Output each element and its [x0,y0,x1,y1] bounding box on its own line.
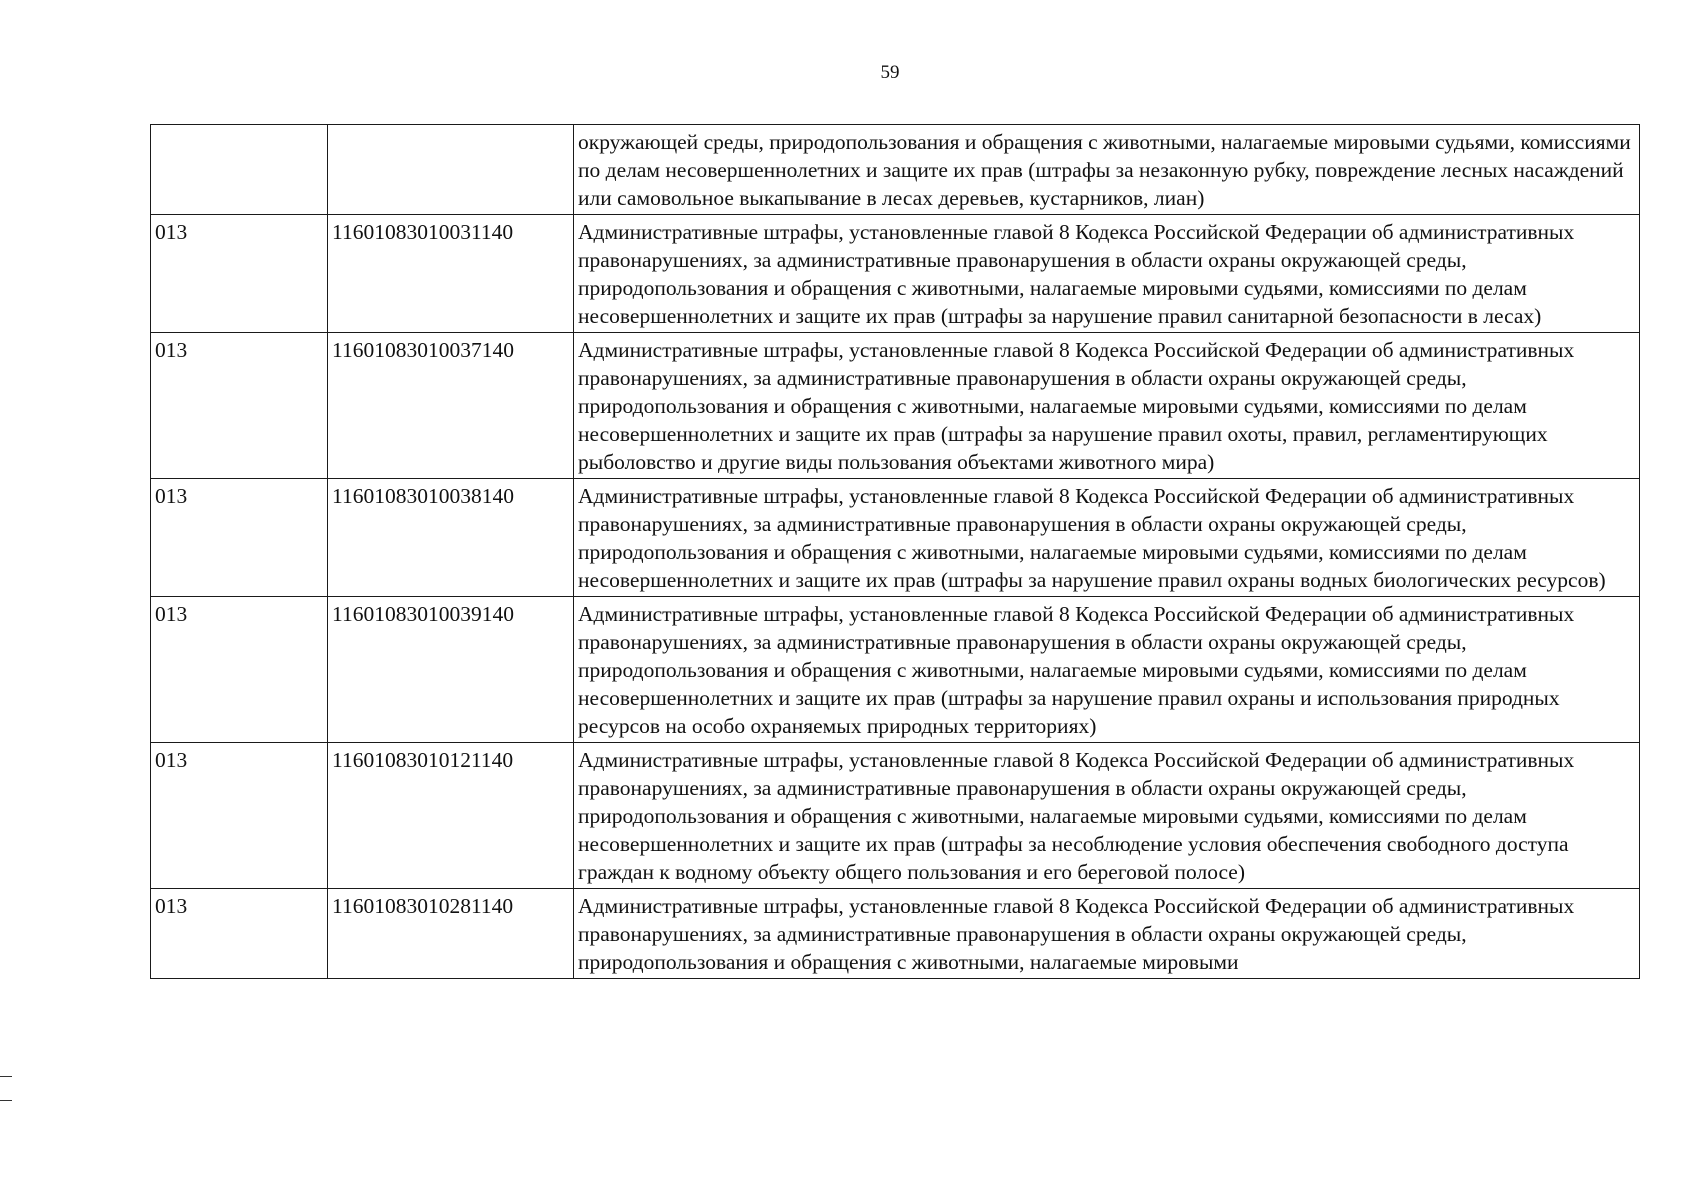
table-row [151,597,1640,743]
kbk-code-cell: 11601083010038140 [328,479,574,597]
page-number: 59 [880,62,900,83]
admin-code-cell: 013 [151,889,328,979]
description-cell: Административные штрафы, установленные главой 8 Кодекса Российской Федерации об административных правонарушениях, за административные правонарушения в области охраны окружающей среды, природопользования и обращения с животными, налагаемые мировыми судьями, комиссиями по делам несовершеннолетних и защите их прав (штрафы за несоблюдение условия обеспечения свободного доступа граждан к водному объекту общего пользования и его береговой полосе) [574,743,1640,889]
admin-code-cell: 013 [151,597,328,743]
table-row [151,215,1640,333]
description-cell: Административные штрафы, установленные главой 8 Кодекса Российской Федерации об административных правонарушениях, за административные правонарушения в области охраны окружающей среды, природопользования и обращения с животными, налагаемые мировыми [574,889,1640,979]
budget-codes-table [150,124,1640,979]
table-row [151,125,1640,215]
admin-code-cell: 013 [151,743,328,889]
description-cell: Административные штрафы, установленные главой 8 Кодекса Российской Федерации об административных правонарушениях, за административные правонарушения в области охраны окружающей среды, природопользования и обращения с животными, налагаемые мировыми судьями, комиссиями по делам несовершеннолетних и защите их прав (штрафы за нарушение правил охраны и использования природных ресурсов на особо охраняемых природных территориях) [574,597,1640,743]
description-cell: Административные штрафы, установленные главой 8 Кодекса Российской Федерации об административных правонарушениях, за административные правонарушения в области охраны окружающей среды, природопользования и обращения с животными, налагаемые мировыми судьями, комиссиями по делам несовершеннолетних и защите их прав (штрафы за нарушение правил охоты, правил, регламентирующих рыболовство и другие виды пользования объектами животного мира) [574,333,1640,479]
margin-tick [0,1076,12,1077]
kbk-code-cell: 11601083010037140 [328,333,574,479]
kbk-code-cell [328,125,574,215]
admin-code-cell: 013 [151,479,328,597]
margin-tick [0,1100,12,1101]
kbk-code-cell: 11601083010039140 [328,597,574,743]
kbk-code-cell: 11601083010281140 [328,889,574,979]
admin-code-cell: 013 [151,333,328,479]
table-row [151,333,1640,479]
table-row [151,889,1640,979]
kbk-code-cell: 11601083010121140 [328,743,574,889]
description-cell: Административные штрафы, установленные главой 8 Кодекса Российской Федерации об административных правонарушениях, за административные правонарушения в области охраны окружающей среды, природопользования и обращения с животными, налагаемые мировыми судьями, комиссиями по делам несовершеннолетних и защите их прав (штрафы за нарушение правил охраны водных биологических ресурсов) [574,479,1640,597]
description-cell: окружающей среды, природопользования и обращения с животными, налагаемые мировыми судьями, комиссиями по делам несовершеннолетних и защите их прав (штрафы за незаконную рубку, повреждение лесных насаждений или самовольное выкапывание в лесах деревьев, кустарников, лиан) [574,125,1640,215]
admin-code-cell: 013 [151,215,328,333]
description-cell: Административные штрафы, установленные главой 8 Кодекса Российской Федерации об административных правонарушениях, за административные правонарушения в области охраны окружающей среды, природопользования и обращения с животными, налагаемые мировыми судьями, комиссиями по делам несовершеннолетних и защите их прав (штрафы за нарушение правил санитарной безопасности в лесах) [574,215,1640,333]
table-row [151,479,1640,597]
admin-code-cell [151,125,328,215]
table-row [151,743,1640,889]
kbk-code-cell: 11601083010031140 [328,215,574,333]
